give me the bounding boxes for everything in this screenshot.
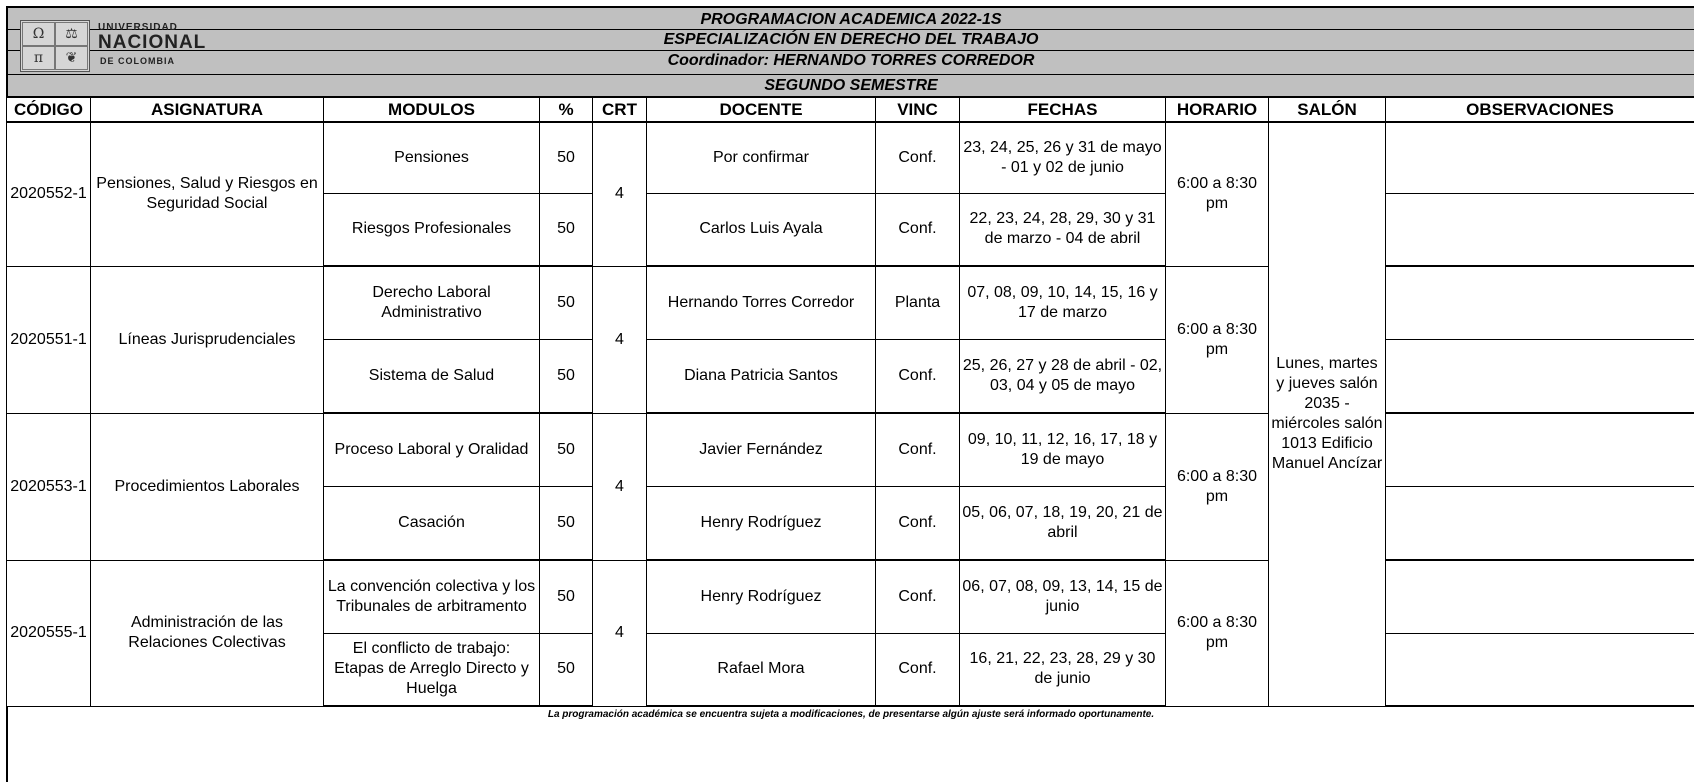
table-row xyxy=(7,122,1694,193)
course-name: Administración de las Relaciones Colectivas xyxy=(91,560,324,706)
course-credits: 4 xyxy=(593,560,647,706)
column-header-horario: HORARIO xyxy=(1166,97,1269,122)
module-dates: 05, 06, 07, 18, 19, 20, 21 de abril xyxy=(960,486,1166,560)
module-vinc: Conf. xyxy=(876,413,960,486)
module-percent: 50 xyxy=(540,413,593,486)
semester-line: SEGUNDO SEMESTRE xyxy=(764,77,938,94)
course-code: 2020555-1 xyxy=(7,560,91,706)
module-teacher: Javier Fernández xyxy=(647,413,876,486)
module-vinc: Conf. xyxy=(876,486,960,560)
observations-cell xyxy=(1386,266,1694,339)
module-percent: 50 xyxy=(540,193,593,266)
table-row xyxy=(7,266,1694,339)
observations-cell xyxy=(1386,122,1694,193)
course-schedule: 6:00 a 8:30 pm xyxy=(1166,122,1269,266)
module-teacher: Carlos Luis Ayala xyxy=(647,193,876,266)
table-row xyxy=(7,413,1694,486)
module-name: La convención colectiva y los Tribunales de arbitramento xyxy=(324,560,540,633)
course-schedule: 6:00 a 8:30 pm xyxy=(1166,266,1269,413)
course-schedule: 6:00 a 8:30 pm xyxy=(1166,560,1269,706)
module-vinc: Planta xyxy=(876,266,960,339)
module-name: Proceso Laboral y Oralidad xyxy=(324,413,540,486)
module-dates: 09, 10, 11, 12, 16, 17, 18 y 19 de mayo xyxy=(960,413,1166,486)
module-name: El conflicto de trabajo: Etapas de Arreglo Directo y Huelga xyxy=(324,633,540,706)
column-header-codigo: CÓDIGO xyxy=(7,97,91,122)
table-row xyxy=(7,560,1694,633)
module-dates: 23, 24, 25, 26 y 31 de mayo - 01 y 02 de junio xyxy=(960,122,1166,193)
divider xyxy=(8,74,1694,75)
module-percent: 50 xyxy=(540,633,593,706)
course-name: Líneas Jurisprudenciales xyxy=(91,266,324,413)
course-credits: 4 xyxy=(593,413,647,560)
module-dates: 25, 26, 27 y 28 de abril - 02, 03, 04 y 05 de mayo xyxy=(960,339,1166,413)
document-title: PROGRAMACION ACADEMICA 2022-1S xyxy=(700,11,1002,28)
column-header-crt: CRT xyxy=(593,97,647,122)
module-vinc: Conf. xyxy=(876,339,960,413)
observations-cell xyxy=(1386,486,1694,560)
module-percent: 50 xyxy=(540,266,593,339)
classroom-info: Lunes, martes y jueves salón 2035 - miércoles salón 1013 Edificio Manuel Ancízar xyxy=(1269,122,1386,706)
course-code: 2020551-1 xyxy=(7,266,91,413)
column-header-observaciones: OBSERVACIONES xyxy=(1386,97,1694,122)
module-dates: 16, 21, 22, 23, 28, 29 y 30 de junio xyxy=(960,633,1166,706)
header-row xyxy=(7,97,1694,122)
title-band xyxy=(6,6,1694,96)
column-header-fechas: FECHAS xyxy=(960,97,1166,122)
program-title: ESPECIALIZACIÓN EN DERECHO DEL TRABAJO xyxy=(663,31,1039,48)
course-credits: 4 xyxy=(593,122,647,266)
observations-cell xyxy=(1386,560,1694,633)
shield-icon: Ω ⚖ π ❦ xyxy=(20,20,90,72)
column-header-salon: SALÓN xyxy=(1269,97,1386,122)
module-name: Sistema de Salud xyxy=(324,339,540,413)
logo-text-name: NACIONAL xyxy=(98,32,207,53)
module-dates: 07, 08, 09, 10, 14, 15, 16 y 17 de marzo xyxy=(960,266,1166,339)
module-teacher: Diana Patricia Santos xyxy=(647,339,876,413)
module-teacher: Hernando Torres Corredor xyxy=(647,266,876,339)
course-code: 2020553-1 xyxy=(7,413,91,560)
module-vinc: Conf. xyxy=(876,560,960,633)
observations-cell xyxy=(1386,413,1694,486)
column-header-asignatura: ASIGNATURA xyxy=(91,97,324,122)
module-vinc: Conf. xyxy=(876,122,960,193)
module-percent: 50 xyxy=(540,339,593,413)
module-percent: 50 xyxy=(540,560,593,633)
course-schedule: 6:00 a 8:30 pm xyxy=(1166,413,1269,560)
coordinator-line: Coordinador: HERNANDO TORRES CORREDOR xyxy=(667,52,1035,69)
footer xyxy=(6,707,1694,782)
course-name: Pensiones, Salud y Riesgos en Seguridad Social xyxy=(91,122,324,266)
logo-text-bottom: DE COLOMBIA xyxy=(100,56,175,66)
footer-note: La programación académica se encuentra sujeta a modificaciones, de presentarse algún ajuste será informado oportunamente. xyxy=(547,709,1155,720)
course-name: Procedimientos Laborales xyxy=(91,413,324,560)
module-dates: 22, 23, 24, 28, 29, 30 y 31 de marzo - 04 de abril xyxy=(960,193,1166,266)
module-name: Casación xyxy=(324,486,540,560)
module-teacher: Por confirmar xyxy=(647,122,876,193)
observations-cell xyxy=(1386,193,1694,266)
logo-text-top: UNIVERSIDAD xyxy=(98,22,178,33)
module-teacher: Henry Rodríguez xyxy=(647,560,876,633)
schedule-table xyxy=(6,96,1694,707)
column-header-percent: % xyxy=(540,97,593,122)
module-name: Pensiones xyxy=(324,122,540,193)
column-header-vinc: VINC xyxy=(876,97,960,122)
module-teacher: Henry Rodríguez xyxy=(647,486,876,560)
module-percent: 50 xyxy=(540,486,593,560)
module-percent: 50 xyxy=(540,122,593,193)
module-vinc: Conf. xyxy=(876,193,960,266)
column-header-modulos: MODULOS xyxy=(324,97,540,122)
course-code: 2020552-1 xyxy=(7,122,91,266)
module-name: Derecho Laboral Administrativo xyxy=(324,266,540,339)
university-logo xyxy=(20,18,210,74)
column-header-docente: DOCENTE xyxy=(647,97,876,122)
module-name: Riesgos Profesionales xyxy=(324,193,540,266)
module-vinc: Conf. xyxy=(876,633,960,706)
observations-cell xyxy=(1386,633,1694,706)
module-dates: 06, 07, 08, 09, 13, 14, 15 de junio xyxy=(960,560,1166,633)
course-credits: 4 xyxy=(593,266,647,413)
observations-cell xyxy=(1386,339,1694,413)
module-teacher: Rafael Mora xyxy=(647,633,876,706)
